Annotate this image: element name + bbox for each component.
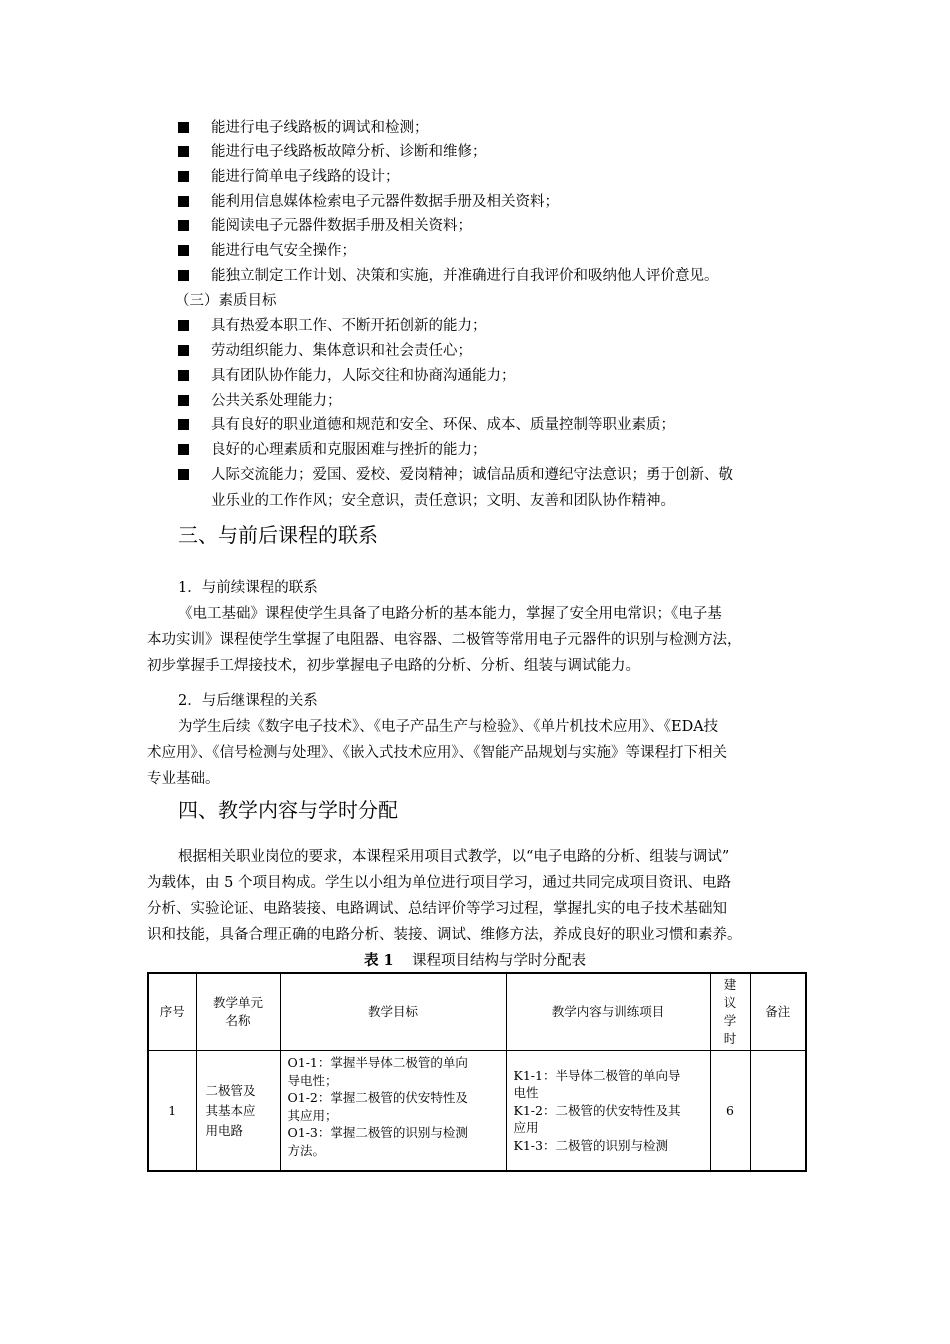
header-note: 备注 [750, 973, 806, 1051]
bullet-square-icon [178, 122, 189, 133]
header-unit: 教学单元 名称 [196, 973, 280, 1051]
bullet-square-icon [178, 146, 189, 157]
paragraph-line: 识和技能，具备合理正确的电路分析、装接、调试、维修方法，养成良好的职业习惯和素养。 [147, 927, 742, 943]
header-no: 序号 [148, 973, 196, 1051]
header-hours: 建 议 学 时 [710, 973, 750, 1051]
paragraph-line: 专业基础。 [147, 771, 220, 787]
bullet-square-icon [178, 320, 189, 331]
table-caption [0, 950, 950, 972]
document-page: 能进行电子线路板的调试和检测； 能进行电子线路板故障分析、诊断和维修； 能进行简单电子线路的设计； 能利用信息媒体检索电子元器件数据手册及相关资料； 能阅读电子元器件数据手册及相关资料； 能进行电气安全操作； 能独立制定工作计划、决策和实施，并准确进行自我评价和吸纳他人评价意见。 （三）素质目标 具有热爱本职工作、不断开拓创新的能力； 劳动组织能力、集体意识和社会责任心； 具有团队协作能力，人际交往和协商沟通能力； 公共关系处理能力； 具有良好的职业道德和规范和安全、环保、成本、质量控制等职业素质； 良好的心理素质和克服困难与挫折的能力； 人际交流能力；爱国、爱校、爱岗精神；诚信品质和遵纪守法意识；勇于创新、敬 业乐业的工作作风；安全意识，责任意识；文明、友善和团队协作精神。 三、与前后课程的联系 1．与前续课程的联系 《电工基础》课程使学生具备了电路分析的基本能力，掌握了安全用电常识；《电子基 本功实训》课程使学生掌握了电阻器、电容器、二极管等常用电子元器件的识别与检测方法， 初步掌握手工焊接技术，初步掌握电子电路的分析、分析、组装与调试能力。 2．与后继课程的关系 为学生后续《数字电子技术》、《电子产品生产与检验》、《单片机技术应用》、《EDA技 术应用》、《信号检测与处理》、《嵌入式技术应用》、《智能产品规划与实施》等课程打下相关 专业基础。 四、教学内容与学时分配 根据相关职业岗位的要求，本课程采用项目式教学，以“电子电路的分析、组装与调试” 为载体，由 5 个项目构成。学生以小组为单位进行项目学习，通过共同完成项目资讯、电路 分析、实验论证、电路装接、电路调试、总结评价等学习过程，掌握扎实的电子技术基础知 识和技能，具备合理正确的电路分析、装接、调试、维修方法，养成良好的职业习惯和素养。 表 1 课程项目结构与学时分配表 序号 教学单元 名称 教学目标 教学内容与训练项目 建 议 学 时 备注 1 二极管及 其基本应 用电路 O1-1：掌握半导体二极管的单向 导电性； O1-2：掌握二极管的伏安特性及 其应用； O1-3：掌握二极管的识别与检测 方法。 K1-1：半导体二极管的单向导 电性 K1-2：二极管的伏安特性及其 应用 K1-3：二极管的识别与检测 6 [0, 0, 950, 1344]
paragraph-line: 根据相关职业岗位的要求，本课程采用项目式教学，以“电子电路的分析、组装与调试” [178, 849, 730, 865]
paragraph-line: 本功实训》课程使学生掌握了电阻器、电容器、二极管等常用电子元器件的识别与检测方法， [147, 632, 742, 648]
bullet-continuation: 业乐业的工作作风；安全意识，责任意识；文明、友善和团队协作精神。 [211, 493, 675, 509]
bullet-square-icon [178, 345, 189, 356]
cell-objective: O1-1：掌握半导体二极管的单向 导电性； O1-2：掌握二极管的伏安特性及 其应用； O1-3：掌握二极管的识别与检测 方法。 [280, 1051, 506, 1172]
bullet-square-icon [178, 370, 189, 381]
quality-heading: （三）素质目标 [175, 293, 277, 309]
section-heading-4: 四、教学内容与学时分配 [178, 798, 398, 822]
section-heading-3: 三、与前后课程的联系 [178, 523, 378, 547]
cell-hours: 6 [710, 1051, 750, 1172]
bullet-square-icon [178, 469, 189, 480]
table-header-row [148, 973, 806, 1051]
table-row [148, 1051, 806, 1172]
bullet-square-icon [178, 171, 189, 182]
bullet-square-icon [178, 270, 189, 281]
subheading-prior-course: 1．与前续课程的联系 [178, 580, 318, 596]
bullet-square-icon [178, 196, 189, 207]
bullet-square-icon [178, 419, 189, 430]
paragraph-line: 《电工基础》课程使学生具备了电路分析的基本能力，掌握了安全用电常识；《电子基 [178, 606, 722, 622]
cell-note [750, 1051, 806, 1172]
header-content: 教学内容与训练项目 [506, 973, 710, 1051]
paragraph-line: 术应用》、《信号检测与处理》、《嵌入式技术应用》、《智能产品规划与实施》等课程打下相关 [147, 745, 727, 761]
table-caption-title: 课程项目结构与学时分配表 [412, 953, 587, 969]
bullet-square-icon [178, 245, 189, 256]
subheading-follow-course: 2．与后继课程的关系 [178, 693, 318, 709]
table-caption-label: 表 1 [363, 952, 394, 969]
bullet-square-icon [178, 395, 189, 406]
cell-content: K1-1：半导体二极管的单向导 电性 K1-2：二极管的伏安特性及其 应用 K1-3：二极管的识别与检测 [506, 1051, 710, 1172]
paragraph-line: 为载体，由 5 个项目构成。学生以小组为单位进行项目学习，通过共同完成项目资讯、电路 [147, 875, 731, 891]
schedule-table [147, 972, 807, 1172]
paragraph-line: 初步掌握手工焊接技术，初步掌握电子电路的分析、分析、组装与调试能力。 [147, 658, 640, 674]
cell-unit: 二极管及 其基本应 用电路 [196, 1051, 280, 1172]
bullet-square-icon [178, 220, 189, 231]
header-objective: 教学目标 [280, 973, 506, 1051]
paragraph-line: 为学生后续《数字电子技术》、《电子产品生产与检验》、《单片机技术应用》、《EDA技 [178, 719, 719, 735]
paragraph-line: 分析、实验论证、电路装接、电路调试、总结评价等学习过程，掌握扎实的电子技术基础知 [147, 901, 727, 917]
bullet-square-icon [178, 444, 189, 455]
cell-no: 1 [148, 1051, 196, 1172]
